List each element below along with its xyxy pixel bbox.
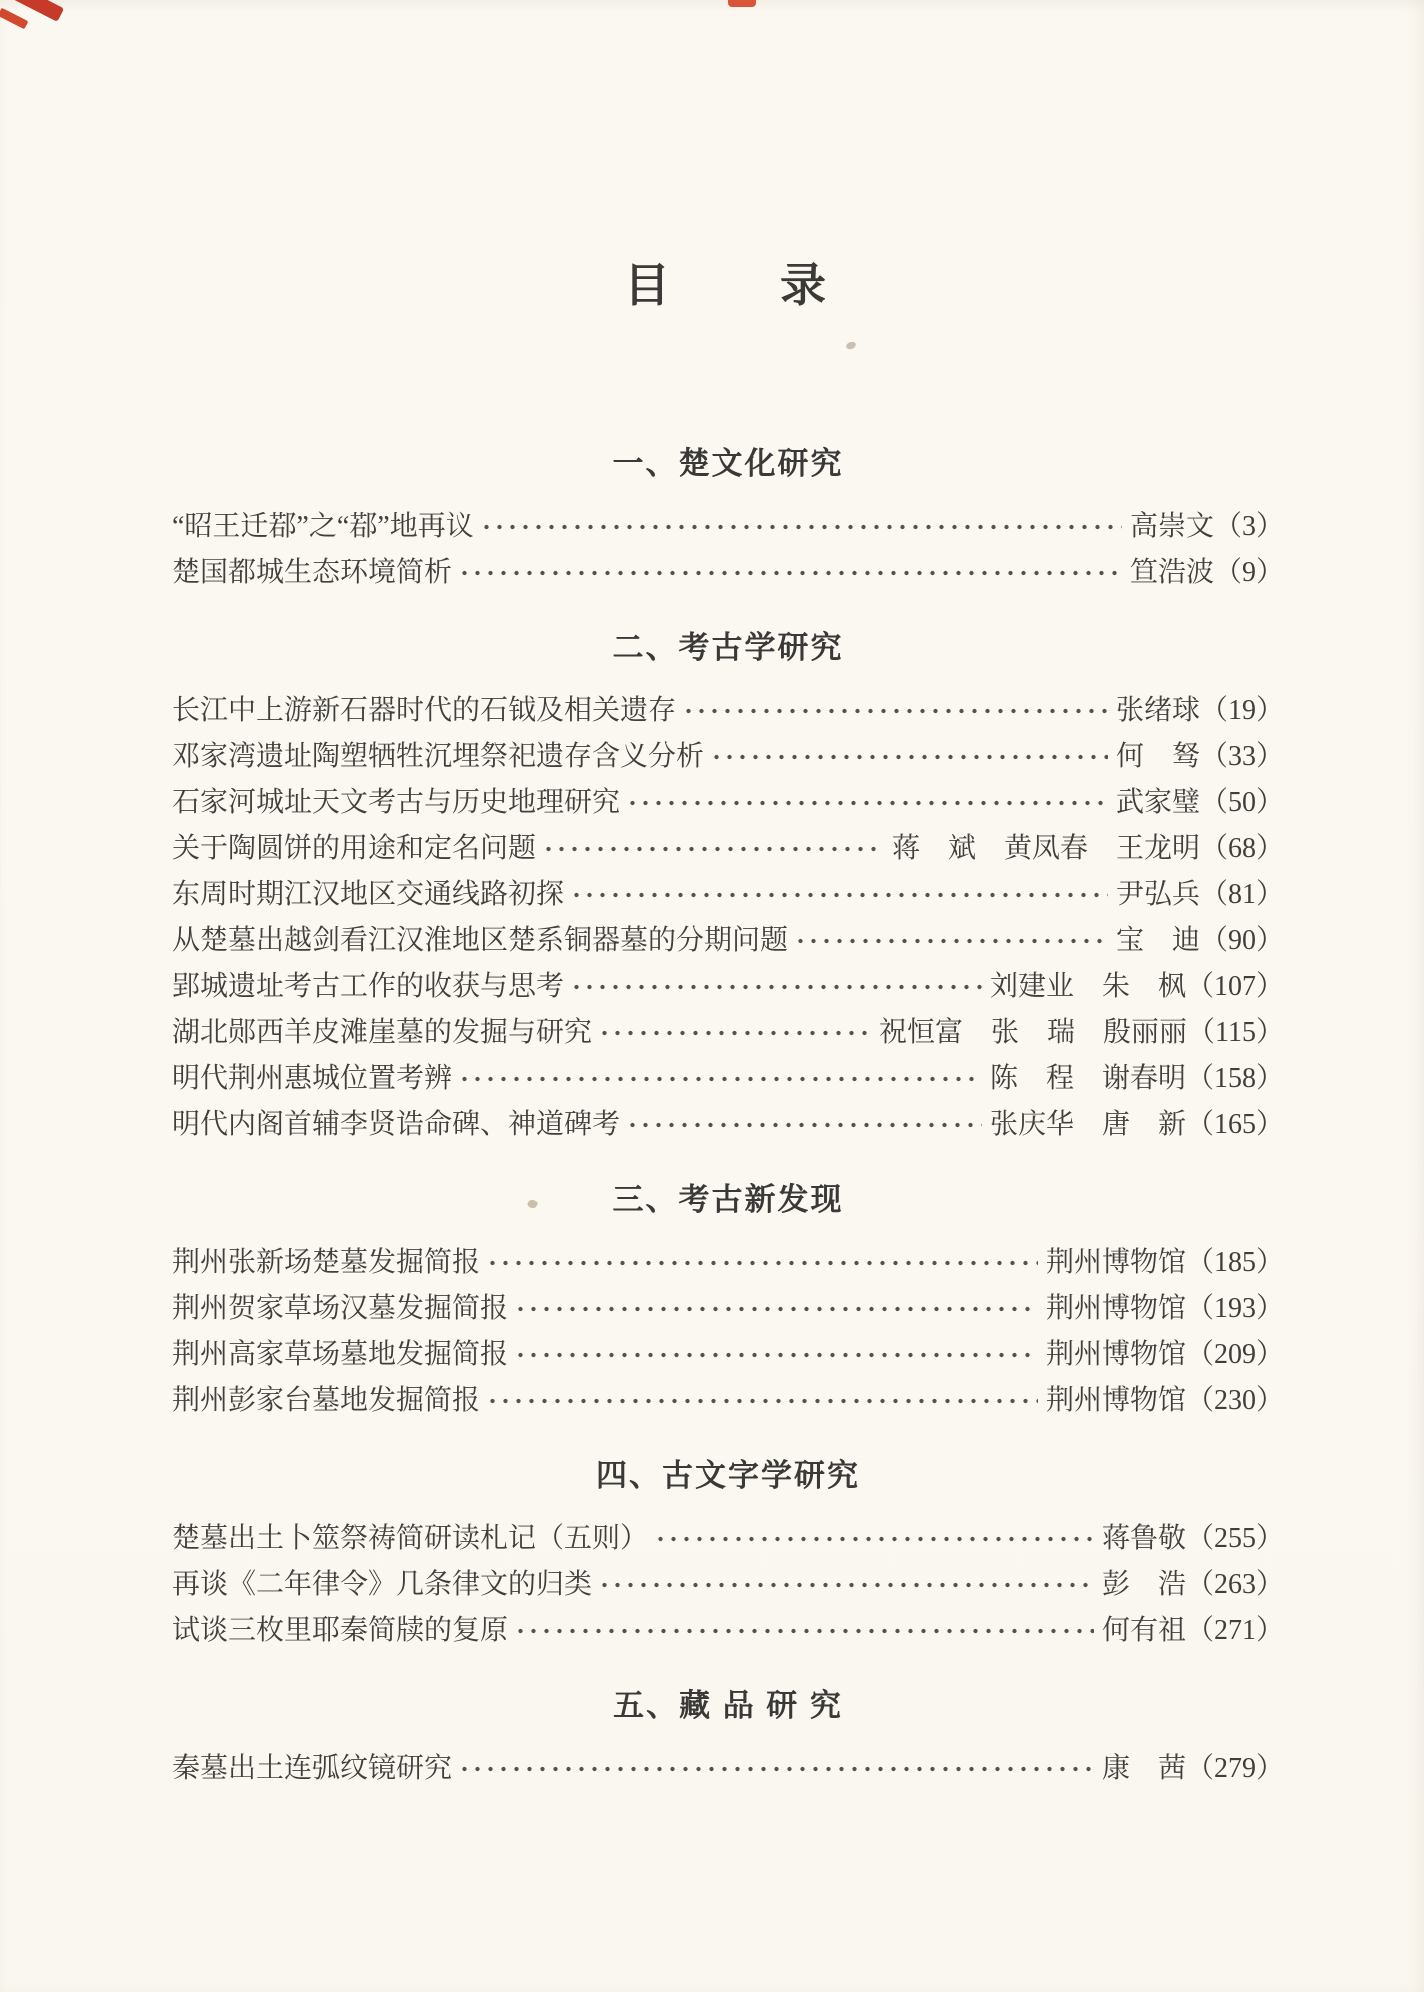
entry-page: （9）	[1213, 557, 1284, 588]
entry-authors: 武家璧	[1115, 787, 1200, 818]
entry-page: （19）	[1199, 695, 1284, 726]
entry-authors: 荆州博物馆	[1045, 1247, 1186, 1278]
toc-entry	[172, 1378, 1284, 1424]
entry-authors: 尹弘兵	[1115, 879, 1200, 910]
entry-authors: 荆州博物馆	[1045, 1339, 1186, 1370]
dot-leader	[570, 964, 982, 1010]
entry-page: （68）	[1199, 833, 1284, 864]
entry-title: 石家河城址天文考古与历史地理研究	[172, 787, 621, 818]
entry-authors: 陈 程 谢春明	[989, 1063, 1186, 1094]
entry-page: （271）	[1185, 1615, 1284, 1646]
dot-leader	[710, 734, 1108, 780]
toc-entry	[172, 918, 1284, 964]
entry-title: 从楚墓出越剑看江汉淮地区楚系铜器墓的分期问题	[172, 925, 789, 956]
dot-leader	[598, 1562, 1094, 1608]
entry-page: （255）	[1185, 1523, 1284, 1554]
section-heading: 五、藏 品 研 究	[613, 1688, 843, 1723]
scan-artifact-red	[0, 8, 28, 30]
entry-page: （107）	[1185, 971, 1284, 1002]
toc-entry	[172, 1056, 1284, 1102]
entry-page: （263）	[1185, 1569, 1284, 1600]
toc-entry	[172, 1562, 1284, 1608]
toc-entry	[172, 550, 1284, 596]
entry-page: （81）	[1199, 879, 1284, 910]
entry-title: 湖北郧西羊皮滩崖墓的发掘与研究	[172, 1017, 593, 1048]
entry-title: 秦墓出土连弧纹镜研究	[172, 1753, 453, 1784]
toc-entry	[172, 1010, 1284, 1056]
dot-leader	[626, 1102, 982, 1148]
toc-entry	[172, 872, 1284, 918]
entry-page: （33）	[1199, 741, 1284, 772]
entry-authors: 刘建业 朱 枫	[989, 971, 1186, 1002]
entry-page: （90）	[1199, 925, 1284, 956]
entry-authors: 荆州博物馆	[1045, 1293, 1186, 1324]
dot-leader	[682, 688, 1108, 734]
dot-leader	[570, 872, 1108, 918]
entry-title: 荆州彭家台墓地发掘简报	[172, 1385, 481, 1416]
dot-leader	[794, 918, 1108, 964]
section-heading: 四、古文字学研究	[596, 1458, 860, 1493]
entry-authors: 何 驽	[1115, 741, 1200, 772]
entry-page: （115）	[1187, 1017, 1284, 1048]
toc-entry	[172, 780, 1284, 826]
entry-title: 东周时期江汉地区交通线路初探	[172, 879, 565, 910]
entry-page: （50）	[1199, 787, 1284, 818]
toc-entry	[172, 1608, 1284, 1654]
entry-authors: 笪浩波	[1129, 557, 1214, 588]
entry-authors: 蒋 斌 黄凤春 王龙明	[891, 833, 1200, 864]
dot-leader	[458, 1746, 1094, 1792]
entry-authors: 张绪球	[1115, 695, 1200, 726]
toc-entry	[172, 1286, 1284, 1332]
entry-title: 长江中上游新石器时代的石钺及相关遗存	[172, 695, 677, 726]
entry-authors: 祝恒富 张 瑞 殷丽丽	[879, 1017, 1188, 1048]
page-title: 目 录	[624, 260, 832, 311]
entry-page: （3）	[1213, 511, 1284, 542]
toc-entry	[172, 688, 1284, 734]
entry-page: （158）	[1185, 1063, 1284, 1094]
toc-entry	[172, 734, 1284, 780]
dot-leader	[458, 1056, 982, 1102]
dot-leader	[542, 826, 884, 872]
toc-entry	[172, 826, 1284, 872]
dot-leader	[458, 550, 1122, 596]
dot-leader	[514, 1286, 1038, 1332]
entry-title: 楚国都城生态环境简析	[172, 557, 453, 588]
entry-title: 荆州高家草场墓地发掘简报	[172, 1339, 509, 1370]
entry-authors: 张庆华 唐 新	[989, 1109, 1186, 1140]
section-heading: 三、考古新发现	[612, 1182, 844, 1217]
entry-authors: 宝 迪	[1115, 925, 1200, 956]
section-heading: 二、考古学研究	[612, 630, 844, 665]
toc-sections	[172, 444, 1284, 1792]
entry-page: （193）	[1185, 1293, 1284, 1324]
entry-page: （185）	[1185, 1247, 1284, 1278]
toc-entry	[172, 1102, 1284, 1148]
entry-authors: 荆州博物馆	[1045, 1385, 1186, 1416]
entry-title: 楚墓出土卜筮祭祷简研读札记（五则）	[172, 1523, 649, 1554]
dot-leader	[486, 1240, 1038, 1286]
entry-authors: 高崇文	[1129, 511, 1214, 542]
entry-title: “昭王迁鄀”之“鄀”地再议	[172, 511, 474, 542]
toc-entry	[172, 1332, 1284, 1378]
entry-title: 试谈三枚里耶秦简牍的复原	[172, 1615, 509, 1646]
dot-leader	[514, 1608, 1094, 1654]
entry-title: 荆州张新场楚墓发掘简报	[172, 1247, 481, 1278]
entry-title: 荆州贺家草场汉墓发掘简报	[172, 1293, 509, 1324]
entry-page: （230）	[1185, 1385, 1284, 1416]
entry-authors: 蒋鲁敬	[1101, 1523, 1186, 1554]
entry-title: 关于陶圆饼的用途和定名问题	[172, 833, 537, 864]
entry-title: 邓家湾遗址陶塑牺牲沉埋祭祀遗存含义分析	[172, 741, 705, 772]
toc-entry	[172, 964, 1284, 1010]
entry-page: （279）	[1185, 1753, 1284, 1784]
entry-title: 明代内阁首辅李贤诰命碑、神道碑考	[172, 1109, 621, 1140]
entry-title: 再谈《二年律令》几条律文的归类	[172, 1569, 593, 1600]
toc-content	[172, 0, 1284, 1792]
dot-leader	[598, 1010, 871, 1056]
dot-leader	[486, 1378, 1038, 1424]
dot-leader	[654, 1516, 1094, 1562]
entry-title: 郢城遗址考古工作的收获与思考	[172, 971, 565, 1002]
entry-authors: 彭 浩	[1101, 1569, 1186, 1600]
dot-leader	[626, 780, 1108, 826]
entry-page: （165）	[1185, 1109, 1284, 1140]
toc-entry	[172, 1746, 1284, 1792]
entry-authors: 何有祖	[1101, 1615, 1186, 1646]
toc-entry	[172, 504, 1284, 550]
dot-leader	[480, 504, 1122, 550]
dot-leader	[514, 1332, 1038, 1378]
scan-artifact-red	[728, 0, 756, 7]
entry-authors: 康 茜	[1101, 1753, 1186, 1784]
entry-page: （209）	[1185, 1339, 1284, 1370]
toc-entry	[172, 1516, 1284, 1562]
entry-title: 明代荆州惠城位置考辨	[172, 1063, 453, 1094]
toc-entry	[172, 1240, 1284, 1286]
section-heading: 一、楚文化研究	[612, 446, 844, 481]
